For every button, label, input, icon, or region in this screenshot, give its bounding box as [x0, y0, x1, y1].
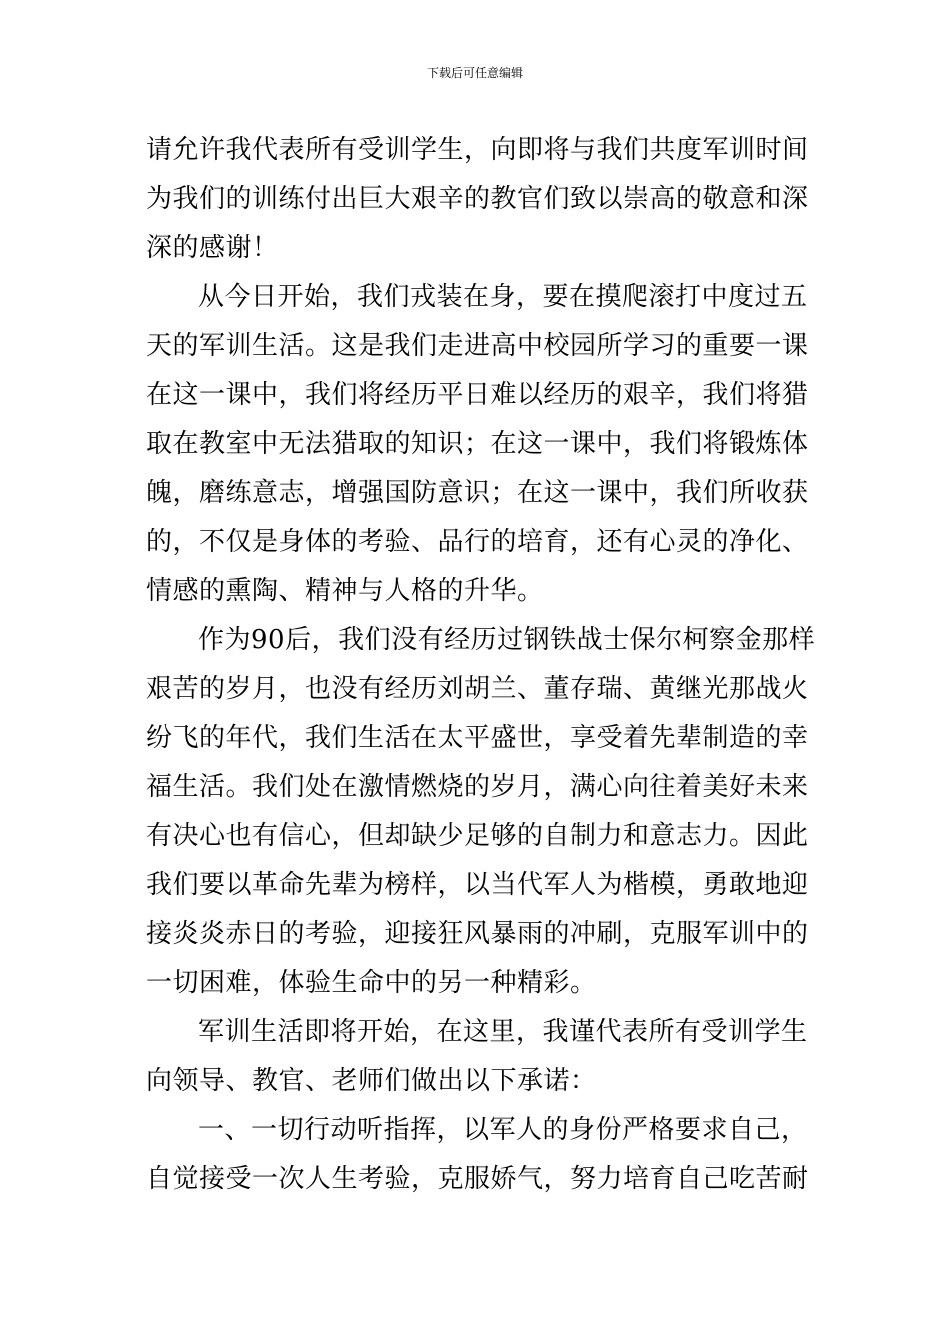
text-line: 深的感谢！	[146, 233, 279, 263]
text-line: 情感的熏陶、精神与人格的升华。	[146, 576, 544, 606]
paragraph	[146, 126, 808, 273]
text-line: 一切困难，体验生命中的另一种精彩。	[146, 968, 597, 998]
text-line: 向领导、教官、老师们做出以下承诺：	[146, 1066, 597, 1096]
page-header: 下载后可任意编辑	[426, 66, 523, 80]
text-line: 纷飞的年代，我们生活在太平盛世，享受着先辈制造的幸	[146, 723, 809, 753]
text-line: 艰苦的岁月，也没有经历刘胡兰、董存瑞、黄继光那战火	[146, 674, 809, 704]
text-line: 有决心也有信心，但却缺少足够的自制力和意志力。因此	[146, 821, 809, 851]
paragraph	[146, 616, 816, 1008]
text-line: 接炎炎赤日的考验，迎接狂风暴雨的冲刷，克服军训中的	[146, 919, 809, 949]
text-line: 在这一课中，我们将经历平日难以经历的艰辛，我们将猎	[146, 380, 809, 410]
document-body	[146, 126, 816, 1204]
text-line: 为我们的训练付出巨大艰辛的教官们致以崇高的敬意和深	[146, 184, 809, 214]
paragraph	[146, 1008, 808, 1106]
text-line: 军训生活即将开始，在这里，我谨代表所有受训学生	[198, 1017, 808, 1047]
text-line: 的，不仅是身体的考验、品行的培育，还有心灵的净化、	[146, 527, 809, 557]
text-line: 天的军训生活。这是我们走进高中校园所学习的重要一课	[146, 331, 809, 361]
text-line: 自觉接受一次人生考验，克服娇气，努力培育自己吃苦耐	[146, 1164, 809, 1194]
text-line: 我们要以革命先辈为榜样，以当代军人为楷模，勇敢地迎	[146, 870, 809, 900]
text-line: 福生活。我们处在激情燃烧的岁月，满心向往着美好未来	[146, 772, 809, 802]
paragraph	[146, 273, 808, 616]
text-line: 魄，磨练意志，增强国防意识；在这一课中，我们所收获	[146, 478, 809, 508]
text-line: 请允许我代表所有受训学生，向即将与我们共度军训时间	[146, 135, 809, 165]
text-line: 作为90后，我们没有经历过钢铁战士保尔柯察金那样	[198, 625, 816, 655]
paragraph	[146, 1106, 808, 1204]
text-line: 从今日开始，我们戎装在身，要在摸爬滚打中度过五	[198, 282, 808, 312]
text-line: 取在教室中无法猎取的知识；在这一课中，我们将锻炼体	[146, 429, 809, 459]
text-line: 一、一切行动听指挥，以军人的身份严格要求自己，	[198, 1115, 808, 1145]
